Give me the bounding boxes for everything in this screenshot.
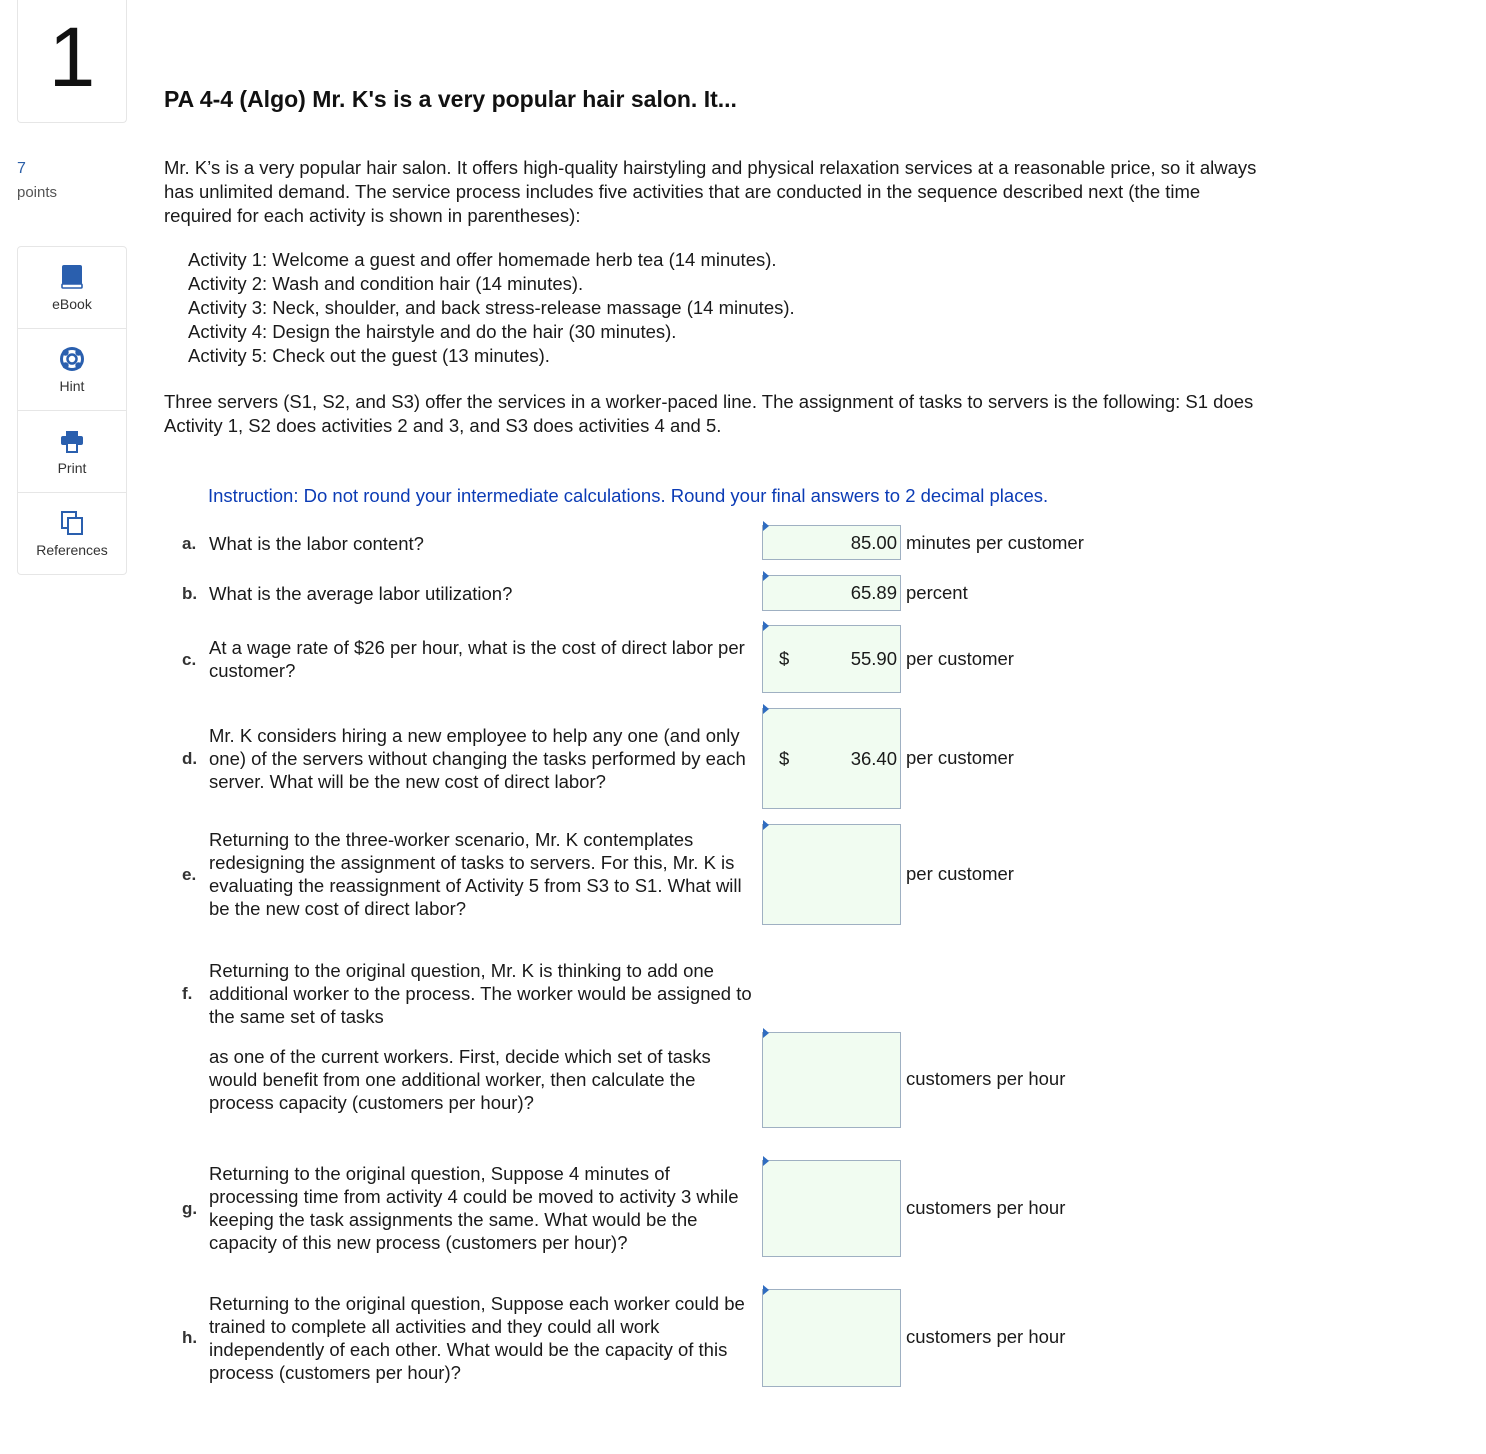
part-c-unit: per customer: [906, 648, 1014, 669]
part-f-text: Returning to the original question, Mr. K is thinking to add one additional worker to the process. The worker would be assigned to the same set of tasks: [209, 960, 752, 1027]
part-e-answer-input[interactable]: [762, 824, 901, 925]
intro-paragraph: [164, 156, 1414, 228]
part-f-text-continued: as one of the current workers. First, decide which set of tasks would benefit from one additional worker, then calculate the process capacity (customers per hour)?: [209, 1046, 711, 1113]
tools-panel: [17, 246, 127, 575]
part-g-unit: customers per hour: [906, 1197, 1066, 1218]
lifebuoy-icon: [59, 346, 85, 372]
activity-list: [188, 248, 795, 368]
part-e-text: Returning to the three-worker scenario, Mr. K contemplates redesigning the assignment of tasks to servers. For this, Mr. K is evaluating the reassignment of Activity 5 from S3 to S1. What will be the new cost of direct labor?: [209, 829, 742, 919]
ebook-label: eBook: [52, 295, 92, 312]
documents-icon: [59, 510, 85, 536]
part-f-letter: f.: [182, 984, 193, 1003]
part-c-letter: c.: [182, 650, 197, 669]
part-a-text: What is the labor content?: [209, 533, 424, 554]
part-f-answer-input[interactable]: [762, 1032, 901, 1128]
part-d-unit: per customer: [906, 747, 1014, 768]
part-g-letter: g.: [182, 1199, 198, 1218]
part-h-letter: h.: [182, 1328, 198, 1347]
instruction-text: Instruction: Do not round your intermediate calculations. Round your final answers to 2 decimal places.: [208, 485, 1049, 506]
part-a-letter: a.: [182, 534, 197, 553]
part-d-dollar-sign: $: [779, 747, 790, 769]
part-b-answer-value: 65.89: [850, 582, 897, 603]
servers-line: Three servers (S1, S2, and S3) offer the services in a worker-paced line. The assignment of tasks to servers is the following: S1 does: [164, 391, 1254, 412]
part-e-unit: per customer: [906, 863, 1014, 884]
part-d-letter: d.: [182, 749, 198, 768]
part-a-answer-value: 85.00: [850, 531, 897, 553]
references-label: References: [36, 541, 108, 558]
activity-item: Activity 5: Check out the guest (13 minutes).: [188, 345, 550, 366]
activity-item: Activity 4: Design the hairstyle and do the hair (30 minutes).: [188, 321, 677, 342]
printer-icon: [59, 428, 85, 454]
intro-line: has unlimited demand. The service process includes five activities that are conducted in the sequence described next (the time: [164, 181, 1201, 202]
part-f-unit: customers per hour: [906, 1068, 1066, 1089]
part-b-text: What is the average labor utilization?: [209, 583, 513, 604]
intro-line: required for each activity is shown in parentheses):: [164, 205, 581, 226]
part-d-answer-value: 36.40: [850, 747, 897, 769]
part-d-text: Mr. K considers hiring a new employee to help any one (and only one) of the servers without changing the tasks performed by each server. What will be the new cost of direct labor?: [209, 725, 746, 792]
part-a-unit: minutes per customer: [906, 532, 1084, 553]
ebook-button[interactable]: [18, 247, 126, 329]
part-b-unit: percent: [906, 582, 968, 603]
part-c-dollar-sign: $: [779, 648, 790, 669]
points-value: 7: [17, 160, 26, 177]
activity-item: Activity 1: Welcome a guest and offer homemade herb tea (14 minutes).: [188, 249, 777, 270]
question-number-box: [17, 0, 127, 123]
print-label: Print: [57, 459, 87, 476]
references-button[interactable]: [18, 493, 126, 574]
activity-item: Activity 2: Wash and condition hair (14 minutes).: [188, 273, 584, 294]
hint-label: Hint: [59, 377, 85, 394]
book-icon: [59, 264, 85, 290]
part-e-letter: e.: [182, 865, 197, 884]
servers-line: Activity 1, S2 does activities 2 and 3, and S3 does activities 4 and 5.: [164, 415, 722, 436]
intro-line: Mr. K’s is a very popular hair salon. It offers high-quality hairstyling and physical relaxation services at a reasonable price, so it always: [164, 157, 1257, 178]
servers-paragraph: [164, 390, 1414, 438]
part-h-text: Returning to the original question, Suppose each worker could be trained to complete all activities and they could all work independently of each other. What would be the capacity of this process (customers per hour)?: [209, 1293, 745, 1383]
part-g-answer-input[interactable]: [762, 1160, 901, 1257]
part-b-letter: b.: [182, 584, 198, 603]
points-label: points: [17, 184, 58, 201]
part-b-answer-input[interactable]: [762, 575, 901, 611]
hint-button[interactable]: [18, 329, 126, 411]
part-c-text: At a wage rate of $26 per hour, what is the cost of direct labor per customer?: [209, 637, 745, 681]
part-h-answer-input[interactable]: [762, 1289, 901, 1387]
print-button[interactable]: [18, 411, 126, 493]
part-c-answer-input[interactable]: [762, 625, 901, 693]
question-title: PA 4-4 (Algo) Mr. K's is a very popular hair salon. It...: [164, 86, 737, 112]
part-a-answer-input[interactable]: [762, 525, 901, 560]
part-g-text: Returning to the original question, Suppose 4 minutes of processing time from activity 4 could be moved to activity 3 while keeping the task assignments the same. What would be the capacity of this new process (customers per hour)?: [209, 1163, 739, 1253]
activity-item: Activity 3: Neck, shoulder, and back stress-release massage (14 minutes).: [188, 297, 795, 318]
part-c-answer-value: 55.90: [850, 648, 897, 669]
question-number: 1: [48, 10, 96, 104]
part-h-unit: customers per hour: [906, 1326, 1066, 1347]
part-d-answer-input[interactable]: [762, 708, 901, 809]
